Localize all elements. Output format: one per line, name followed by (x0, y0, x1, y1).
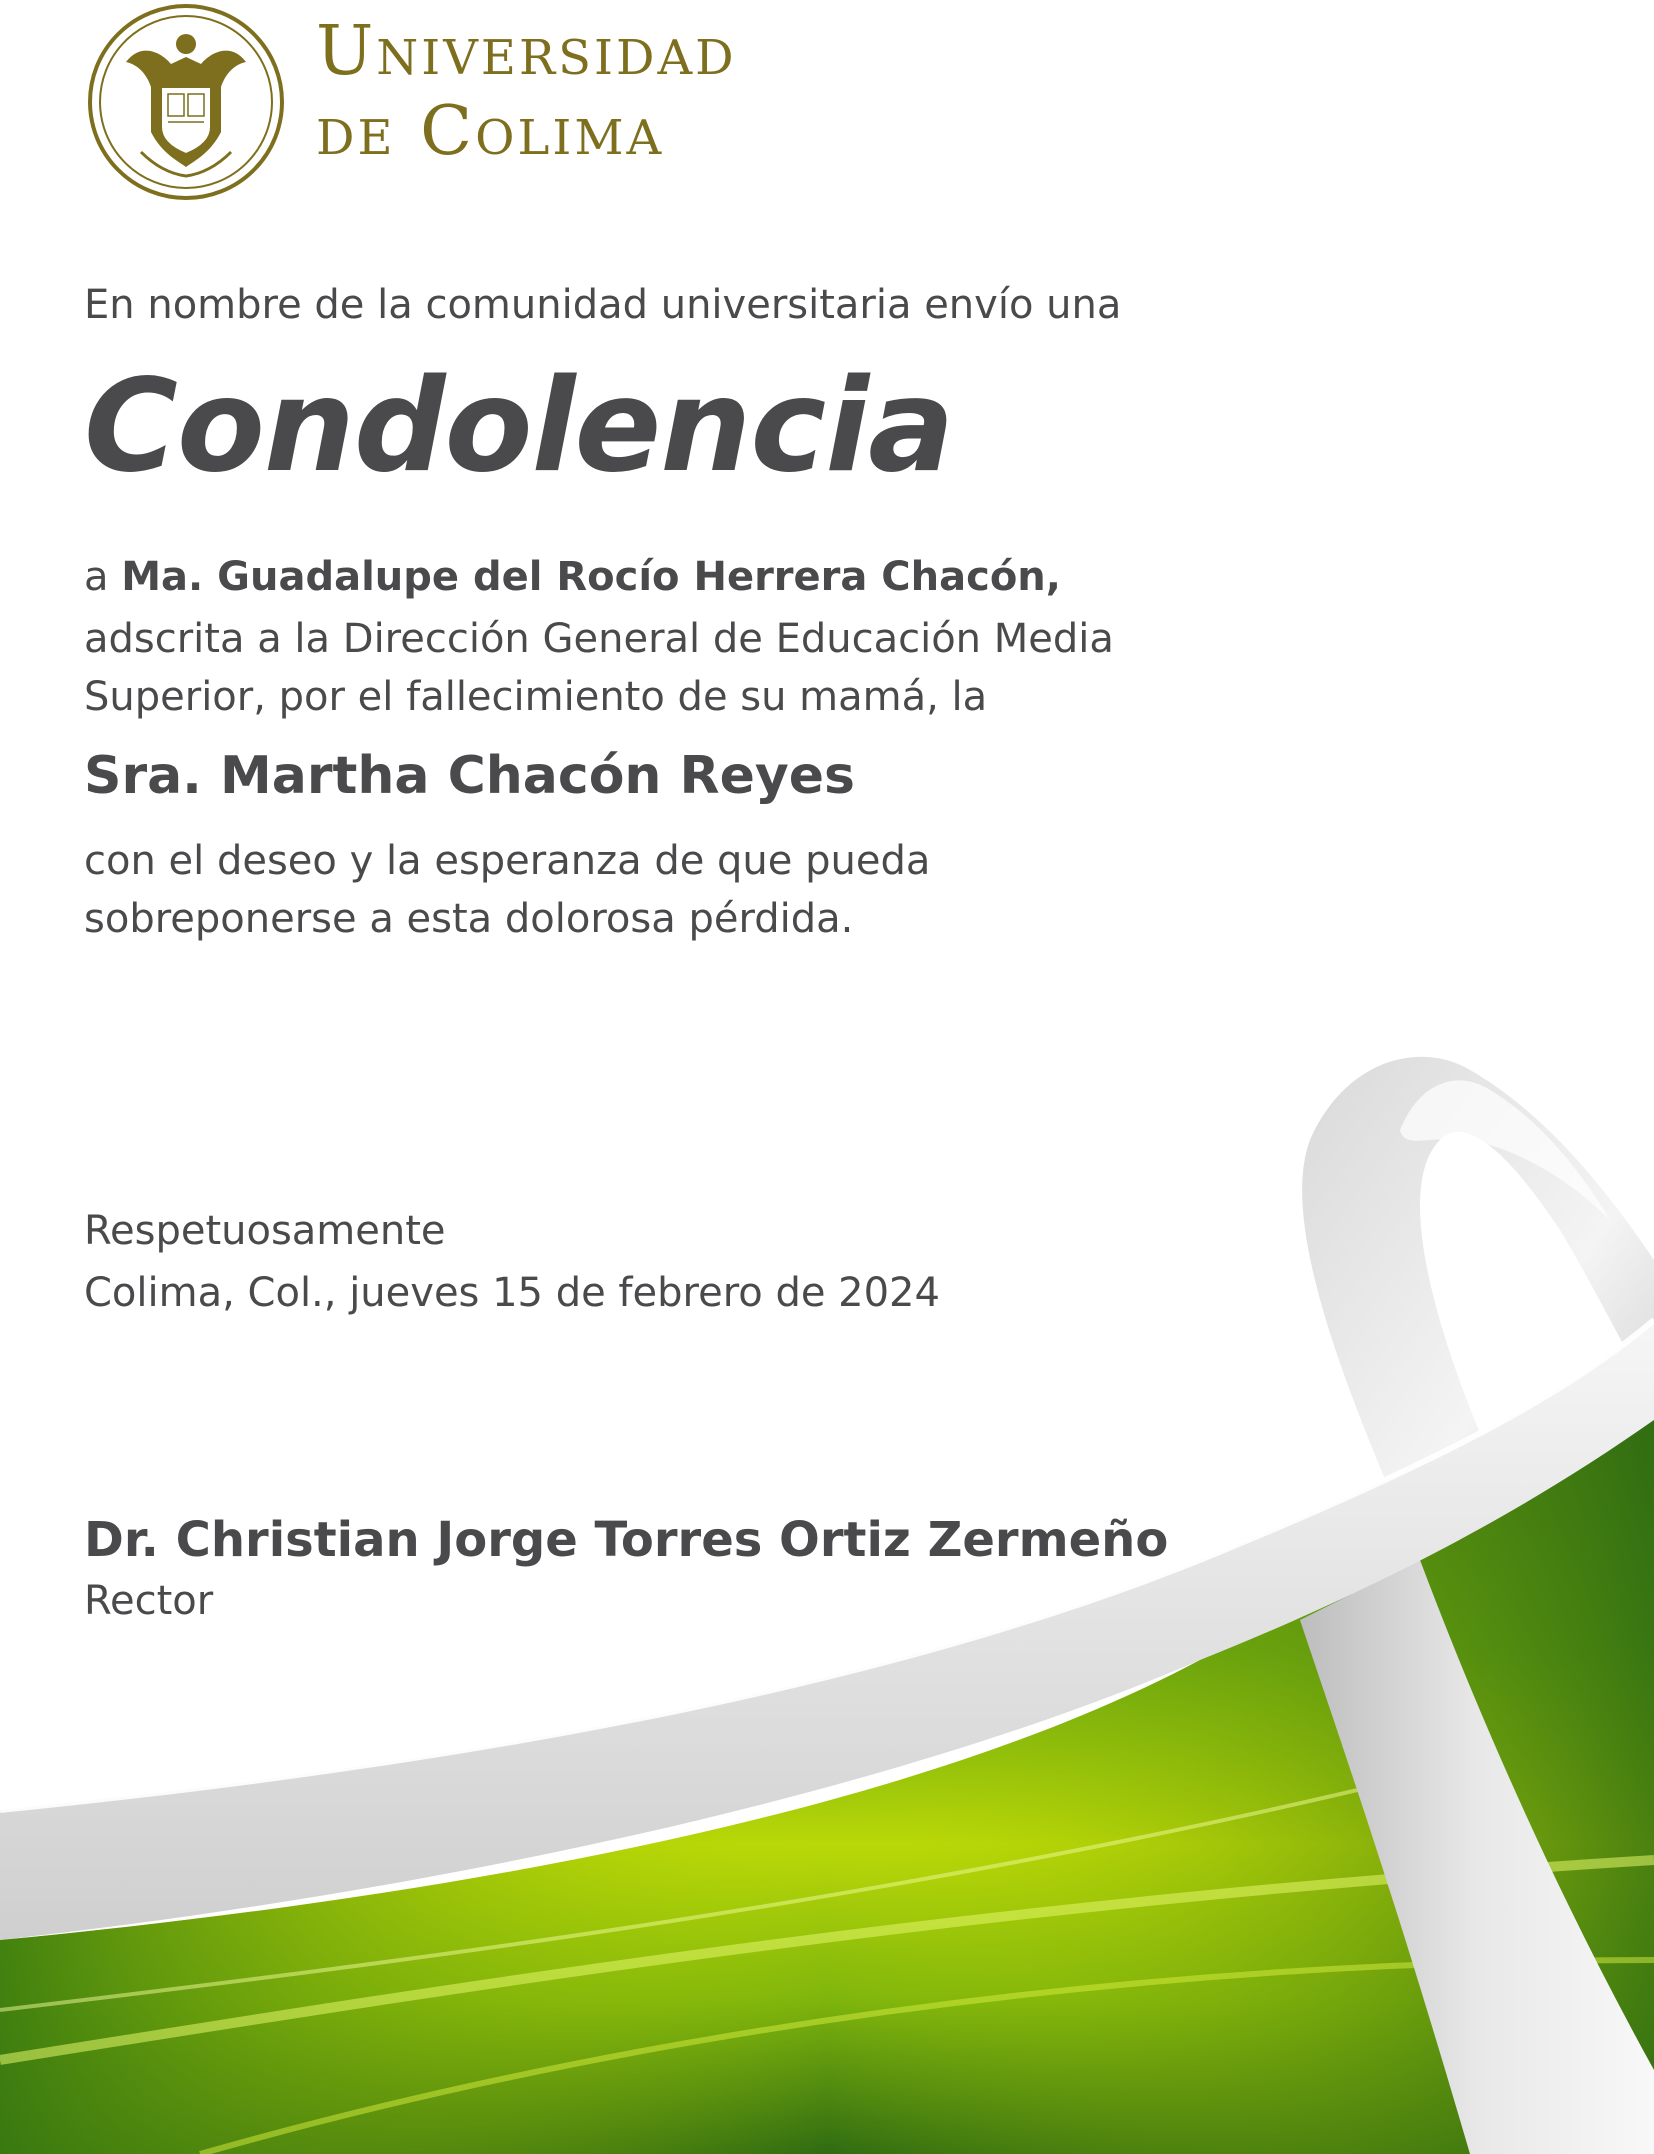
intro-text: En nombre de la comunidad universitaria envío una (84, 282, 1122, 328)
recipient-name: Ma. Guadalupe del Rocío Herrera Chacón, (121, 554, 1061, 600)
description (84, 610, 1114, 726)
wish-line-2: sobreponerse a esta dolorosa pérdida. (84, 896, 854, 942)
university-wordmark (316, 12, 737, 171)
signer-name: Dr. Christian Jorge Torres Ortiz Zermeño (84, 1512, 1169, 1568)
page-title: Condolencia (84, 352, 954, 501)
description-line-2: Superior, por el fallecimiento de su mamá, la (84, 674, 988, 720)
place-date: Colima, Col., jueves 15 de febrero de 2024 (84, 1270, 940, 1316)
closing-text: Respetuosamente (84, 1208, 446, 1254)
wordmark-line-2: de Colima (316, 92, 665, 171)
university-seal-icon (86, 2, 286, 202)
wish-line-1: con el deseo y la esperanza de que pueda (84, 838, 931, 884)
description-line-1: adscrita a la Dirección General de Educación Media (84, 616, 1114, 662)
wish (84, 832, 930, 948)
recipient-line (84, 548, 1061, 606)
wordmark-line-1: Universidad (316, 12, 737, 91)
signer-role: Rector (84, 1578, 214, 1624)
deceased-name: Sra. Martha Chacón Reyes (84, 746, 855, 806)
recipient-prefix: a (84, 554, 122, 600)
closing-block (84, 1200, 940, 1324)
